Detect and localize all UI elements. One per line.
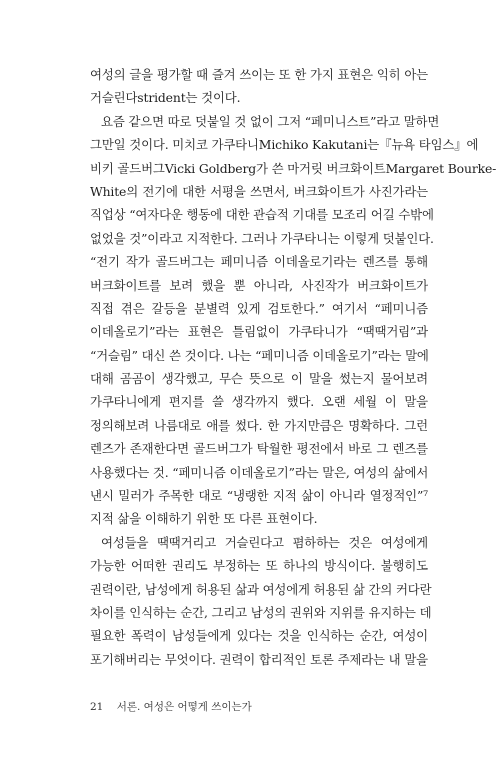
text-line: 직업상 “여자다운 행동에 대한 관습적 기대를 모조리 어길 수밖에: [90, 207, 434, 223]
text-line: 낸시 밀러가 주목한 대로 “냉랭한 지적 삶이 아니라 열정적인”⁷: [90, 488, 428, 504]
text-line: 정의해보려 나름대로 애를 썼다. 한 가지만큼은 명확하다. 그런: [90, 417, 428, 433]
body-text: [90, 63, 497, 671]
text-line: 권력이란, 남성에게 허용된 삶과 여성에게 허용된 삶 간의 커다란: [90, 581, 432, 597]
text-line: 필요한 폭력이 남성들에게 있다는 것을 인식하는 순간, 여성이: [90, 628, 428, 644]
text-line: 차이를 인식하는 순간, 그리고 남성의 권위와 지위를 유지하는 데: [90, 604, 432, 620]
text-line: 사용했다는 것. “페미니즘 이데올로기”라는 말은, 여성의 삶에서: [90, 464, 429, 480]
page-footer: [90, 699, 252, 714]
text-line: “거슬림” 대신 쓴 것이다. 나는 “페미니즘 이데올로기”라는 말에: [90, 347, 429, 363]
text-line: 대해 곰곰이 생각했고, 무슨 뜻으로 이 말을 썼는지 물어보려: [90, 371, 428, 387]
text-line: 가쿠타니에게 편지를 쓸 생각까지 했다. 오랜 세월 이 말을: [90, 394, 428, 410]
text-line: 렌즈가 존재한다면 골드버그가 탁월한 평전에서 바로 그 렌즈를: [90, 441, 428, 457]
text-line: 직접 겪은 갈등을 분별력 있게 검토한다.” 여기서 “페미니즘: [90, 300, 428, 316]
text-line: 여성의 글을 평가할 때 즐겨 쓰이는 또 한 가지 표현은 익히 아는: [90, 67, 428, 82]
text-line: 포기해버리는 무엇이다. 권력이 합리적인 토론 주제라는 내 말을: [90, 651, 428, 667]
text-line: 요즘 같으면 따로 덧붙일 것 없이 그저 “페미니스트”라고 말하면: [101, 113, 440, 129]
text-line: 그만일 것이다. 미치코 가쿠타니Michiko Kakutani는『뉴욕 타임스』에: [90, 137, 479, 153]
text-line: 여성들을 땍땍거리고 거슬린다고 폄하하는 것은 여성에게: [101, 534, 428, 550]
text-line: “전기 작가 골드버그는 페미니즘 이데올로기라는 렌즈를 통해: [90, 254, 428, 270]
text-line: 이데올로기”라는 표현은 틀림없이 가쿠타니가 “땍땍거림”과: [90, 324, 428, 340]
text-line: White의 전기에 대한 서평을 쓰면서, 버크화이트가 사진가라는: [90, 183, 428, 199]
text-line: 거슬린다strident는 것이다.: [90, 90, 241, 106]
text-line: 가능한 어떠한 권리도 부정하는 또 하나의 방식이다. 불행히도: [90, 558, 428, 574]
text-line: 지적 삶을 이해하기 위한 또 다른 표현이다.: [90, 511, 318, 527]
text-line: 비키 골드버그Vicki Goldberg가 쓴 마거릿 버크화이트Margaret Bourke-: [90, 160, 497, 176]
page-number: 21: [90, 701, 104, 713]
text-line: 없었을 것”이라고 지적한다. 그러나 가쿠타니는 이렇게 덧붙인다.: [90, 230, 434, 246]
running-head: 서론. 여성은 어떻게 쓰이는가: [116, 701, 252, 713]
text-line: 버크화이트를 보려 했을 뿐 아니라, 사진작가 버크화이트가: [90, 277, 428, 293]
